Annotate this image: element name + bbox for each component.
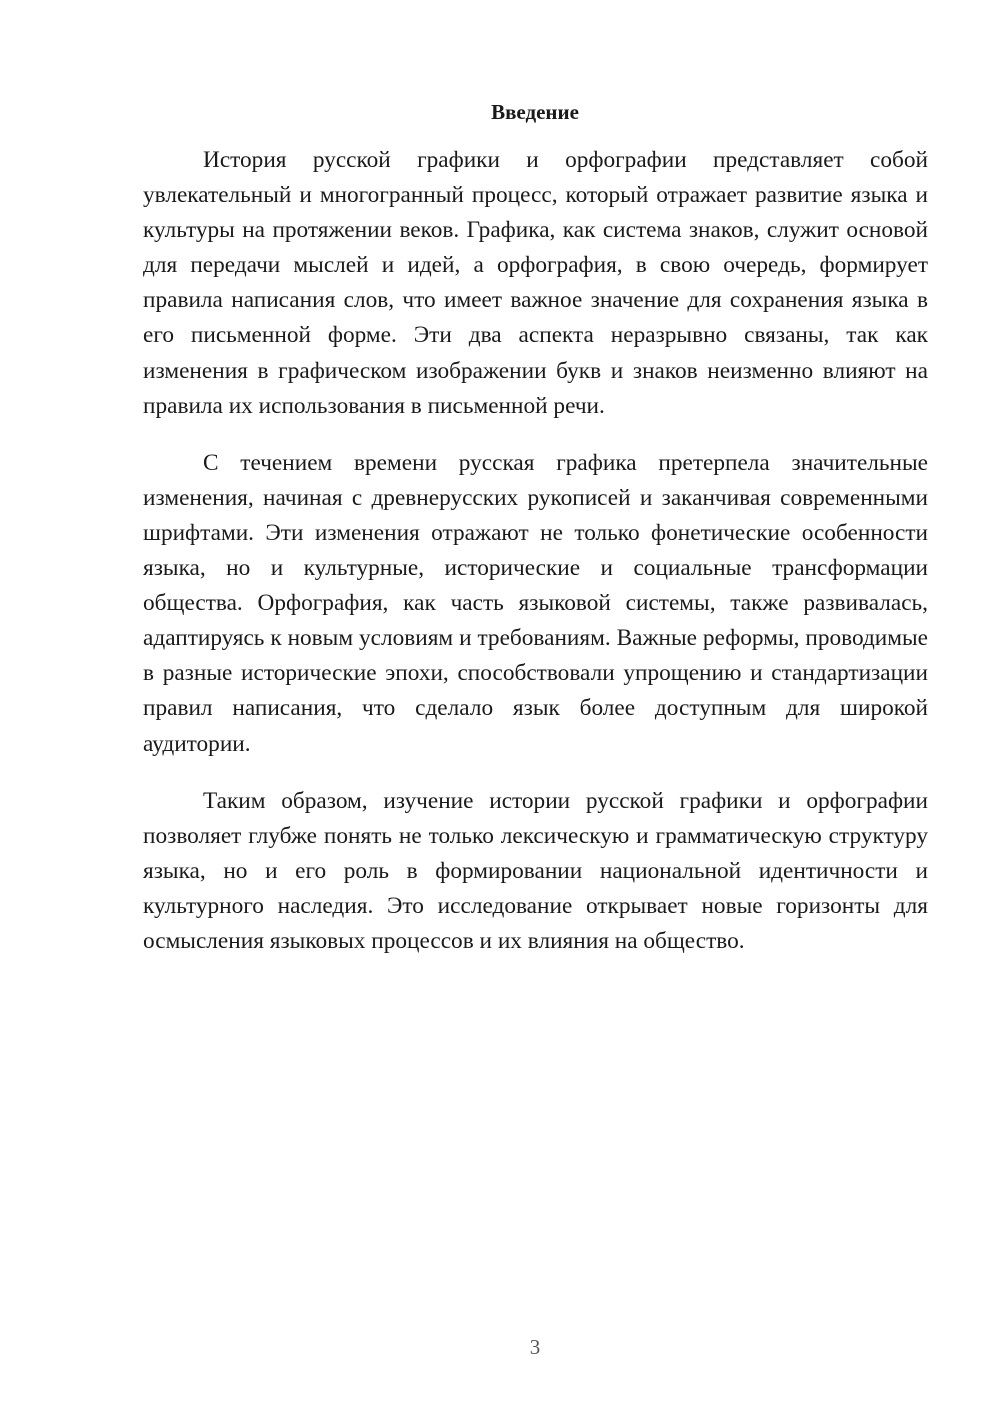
paragraph-2: С течением времени русская графика претерпела значительные изменения, начиная с древнерусских рукописей и заканчивая современными шрифтами. Эти изменения отражают не только фонетические особенности языка, но и культурные, исторические и социальные трансформации общества. Орфография, как часть языковой системы, также развивалась, адаптируясь к новым условиям и требованиям. Важные реформы, проводимые в разные исторические эпохи, способствовали упрощению и стандартизации правил написания, что сделало язык более доступным для широкой аудитории. [143, 449, 928, 757]
paragraph-3: Таким образом, изучение истории русской графики и орфографии позволяет глубже понять не только лексическую и грамматическую структуру языка, но и его роль в формировании национальной идентичности и культурного наследия. Это исследование открывает новые горизонты для осмысления языковых процессов и их влияния на общество. [143, 787, 928, 954]
paragraph-1: История русской графики и орфографии представляет собой увлекательный и многогранный процесс, который отражает развитие языка и культуры на протяжении веков. Графика, как система знаков, служит основой для передачи мыслей и идей, а орфография, в свою очередь, формирует правила написания слов, что имеет важное значение для сохранения языка в его письменной форме. Эти два аспекта неразрывно связаны, так как изменения в графическом изображении букв и знаков неизменно влияют на правила их использования в письменной речи. [143, 147, 928, 419]
section-heading: Введение [491, 100, 579, 124]
body-text [143, 143, 928, 959]
page-number: 3 [529, 1335, 541, 1359]
